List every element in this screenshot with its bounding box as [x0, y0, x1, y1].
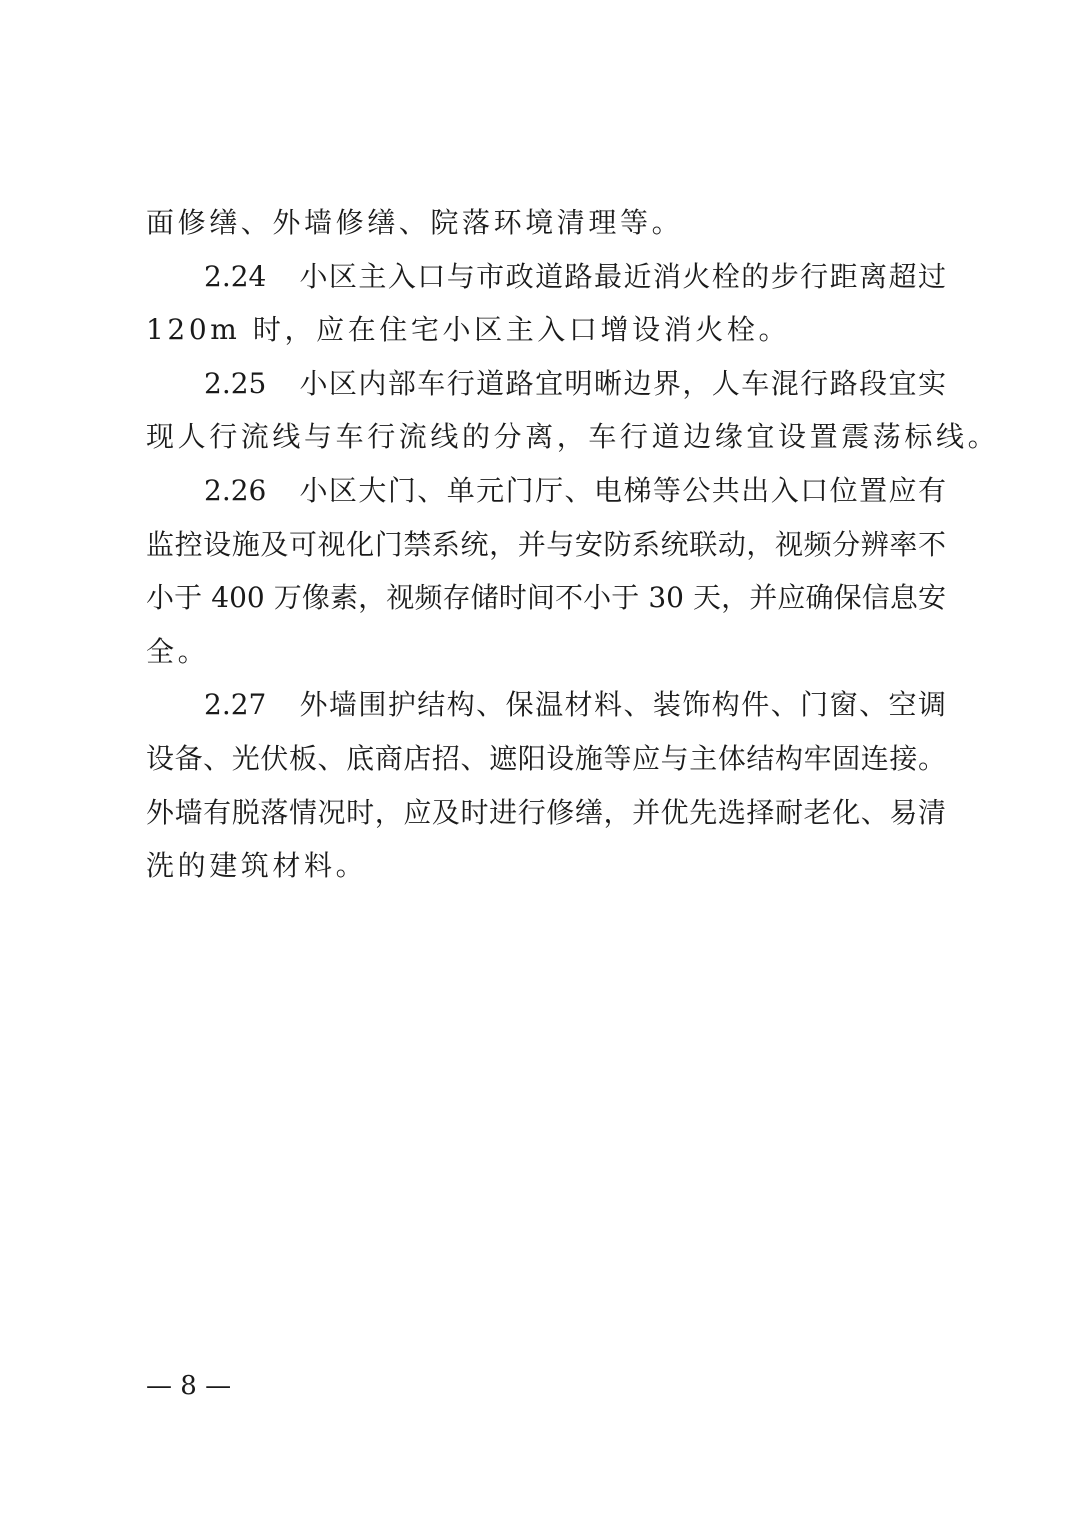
- clause-number: 2.27: [204, 688, 267, 722]
- clause-2-27-line-2: 设备、光伏板、底商店招、遮阳设施等应与主体结构牢固连接。: [146, 741, 946, 775]
- clause-text: 外墙围护结构、保温材料、装饰构件、门窗、空调: [298, 688, 946, 722]
- clause-2-26-line-3: 小于 400 万像素，视频存储时间不小于 30 天，并应确保信息安: [146, 581, 946, 615]
- clause-2-24-line-2: 120m 时，应在住宅小区主入口增设消火栓。: [146, 313, 791, 347]
- clause-text: 小区主入口与市政道路最近消火栓的步行距离超过: [298, 259, 946, 293]
- clause-2-25-line-2: 现人行流线与车行流线的分离，车行道边缘宜设置震荡标线。: [146, 420, 1000, 454]
- page-number: — 8 —: [146, 1371, 232, 1401]
- paragraph-line: 面修缮、外墙修缮、院落环境清理等。: [146, 206, 684, 239]
- clause-2-26-line-1: [146, 464, 946, 518]
- clause-number: 2.25: [204, 366, 267, 400]
- clause-2-27-line-3: 外墙有脱落情况时，应及时进行修缮，并优先选择耐老化、易清: [146, 795, 946, 829]
- clause-text: 小区大门、单元门厅、电梯等公共出入口位置应有: [298, 473, 946, 507]
- clause-2-27-line-4: 洗的建筑材料。: [146, 849, 368, 883]
- clause-2-24-line-1: [146, 250, 946, 304]
- clause-number: 2.24: [204, 259, 267, 293]
- clause-2-26-line-4: 全。: [146, 634, 210, 668]
- clause-2-27-line-1: [146, 678, 946, 732]
- clause-2-25-line-1: [146, 357, 946, 411]
- body-text: [146, 196, 1000, 893]
- clause-number: 2.26: [204, 473, 267, 507]
- clause-text: 小区内部车行道路宜明晰边界，人车混行路段宜实: [298, 366, 946, 400]
- clause-2-26-line-2: 监控设施及可视化门禁系统，并与安防系统联动，视频分辨率不: [146, 527, 946, 561]
